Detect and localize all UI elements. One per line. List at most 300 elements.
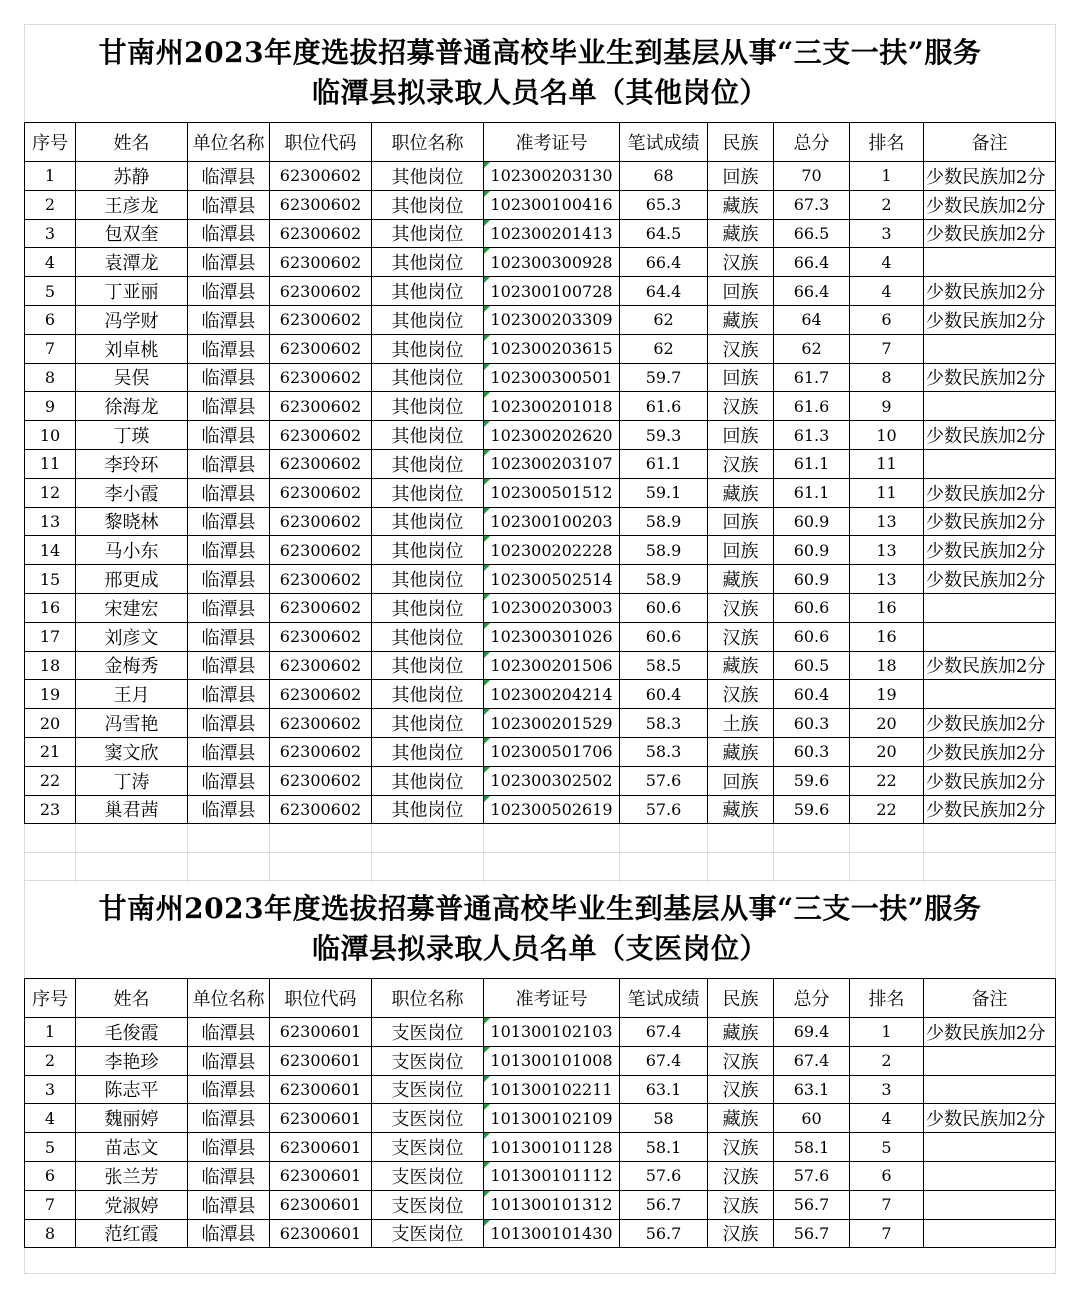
cell-rank: 11 <box>850 449 924 478</box>
cell-ticket: 102300203003 <box>484 593 620 622</box>
header-note: 备注 <box>924 123 1056 162</box>
table-row <box>25 1219 1056 1248</box>
cell-nat: 回族 <box>708 421 774 450</box>
title-line-1: 甘南州2023年度选拔招募普通高校毕业生到基层从事“三支一扶”服务 <box>98 892 982 925</box>
cell-total: 61.3 <box>774 421 850 450</box>
cell-ticket: 102300501706 <box>484 737 620 766</box>
cell-unit: 临潭县 <box>188 565 270 594</box>
cell-unit: 临潭县 <box>188 392 270 421</box>
title-line-1: 甘南州2023年度选拔招募普通高校毕业生到基层从事“三支一扶”服务 <box>98 36 982 69</box>
cell-rank: 5 <box>850 1133 924 1162</box>
cell-ticket: 101300102109 <box>484 1104 620 1133</box>
cell-unit: 临潭县 <box>188 162 270 191</box>
cell-note: 少数民族加2分 <box>924 795 1056 824</box>
cell-total: 60.3 <box>774 737 850 766</box>
cell-name: 刘彦文 <box>76 622 188 651</box>
cell-seq: 7 <box>25 1190 76 1219</box>
cell-seq: 4 <box>25 248 76 277</box>
cell-unit: 临潭县 <box>188 709 270 738</box>
cell-note: 少数民族加2分 <box>924 1018 1056 1047</box>
cell-pos: 支医岗位 <box>372 1075 484 1104</box>
cell-total: 67.3 <box>774 190 850 219</box>
cell-score: 58.9 <box>620 507 708 536</box>
cell-seq: 1 <box>25 162 76 191</box>
cell-pos: 其他岗位 <box>372 363 484 392</box>
cell-rank: 22 <box>850 766 924 795</box>
cell-rank: 6 <box>850 1161 924 1190</box>
section-title <box>24 24 1056 122</box>
cell-name: 徐海龙 <box>76 392 188 421</box>
cell-total: 66.5 <box>774 219 850 248</box>
cell-rank: 7 <box>850 1190 924 1219</box>
cell-rank: 7 <box>850 1219 924 1248</box>
cell-unit: 临潭县 <box>188 421 270 450</box>
cell-note <box>924 1133 1056 1162</box>
header-note: 备注 <box>924 979 1056 1018</box>
cell-nat: 汉族 <box>708 680 774 709</box>
cell-rank: 9 <box>850 392 924 421</box>
table-row <box>25 1133 1056 1162</box>
cell-code: 62300601 <box>270 1190 372 1219</box>
cell-seq: 3 <box>25 1075 76 1104</box>
cell-pos: 其他岗位 <box>372 536 484 565</box>
cell-nat: 汉族 <box>708 449 774 478</box>
cell-nat: 回族 <box>708 162 774 191</box>
cell-unit: 临潭县 <box>188 737 270 766</box>
cell-note: 少数民族加2分 <box>924 421 1056 450</box>
cell-nat: 藏族 <box>708 305 774 334</box>
cell-unit: 临潭县 <box>188 1104 270 1133</box>
cell-name: 王月 <box>76 680 188 709</box>
cell-score: 67.4 <box>620 1046 708 1075</box>
cell-name: 王彦龙 <box>76 190 188 219</box>
cell-name: 马小东 <box>76 536 188 565</box>
cell-pos: 其他岗位 <box>372 219 484 248</box>
cell-ticket: 101300101312 <box>484 1190 620 1219</box>
header-nat: 民族 <box>708 123 774 162</box>
table-row <box>25 507 1056 536</box>
cell-note <box>924 1190 1056 1219</box>
cell-code: 62300602 <box>270 219 372 248</box>
cell-seq: 18 <box>25 651 76 680</box>
cell-unit: 临潭县 <box>188 478 270 507</box>
cell-unit: 临潭县 <box>188 766 270 795</box>
results-table-medical <box>24 978 1056 1248</box>
cell-code: 62300602 <box>270 334 372 363</box>
cell-seq: 23 <box>25 795 76 824</box>
cell-score: 64.4 <box>620 277 708 306</box>
cell-score: 63.1 <box>620 1075 708 1104</box>
cell-name: 陈志平 <box>76 1075 188 1104</box>
header-pos: 职位名称 <box>372 979 484 1018</box>
cell-rank: 7 <box>850 334 924 363</box>
cell-seq: 8 <box>25 1219 76 1248</box>
table-row <box>25 536 1056 565</box>
cell-unit: 临潭县 <box>188 248 270 277</box>
cell-note <box>924 1046 1056 1075</box>
cell-pos: 其他岗位 <box>372 305 484 334</box>
cell-total: 59.6 <box>774 795 850 824</box>
cell-ticket: 102300202228 <box>484 536 620 565</box>
cell-score: 56.7 <box>620 1219 708 1248</box>
cell-score: 58.9 <box>620 565 708 594</box>
cell-seq: 9 <box>25 392 76 421</box>
cell-rank: 11 <box>850 478 924 507</box>
cell-name: 宋建宏 <box>76 593 188 622</box>
cell-ticket: 101300101008 <box>484 1046 620 1075</box>
cell-pos: 其他岗位 <box>372 190 484 219</box>
table-row <box>25 248 1056 277</box>
header-ticket: 准考证号 <box>484 979 620 1018</box>
cell-ticket: 102300502619 <box>484 795 620 824</box>
cell-note: 少数民族加2分 <box>924 565 1056 594</box>
cell-pos: 其他岗位 <box>372 478 484 507</box>
blank-rows <box>24 824 1056 882</box>
cell-ticket: 102300201529 <box>484 709 620 738</box>
cell-code: 62300602 <box>270 766 372 795</box>
cell-score: 58.1 <box>620 1133 708 1162</box>
cell-ticket: 102300301026 <box>484 622 620 651</box>
cell-score: 57.6 <box>620 795 708 824</box>
cell-code: 62300602 <box>270 392 372 421</box>
cell-nat: 藏族 <box>708 478 774 507</box>
cell-score: 60.4 <box>620 680 708 709</box>
cell-total: 69.4 <box>774 1018 850 1047</box>
cell-pos: 其他岗位 <box>372 248 484 277</box>
cell-pos: 其他岗位 <box>372 334 484 363</box>
table-row <box>25 593 1056 622</box>
cell-score: 64.5 <box>620 219 708 248</box>
cell-total: 63.1 <box>774 1075 850 1104</box>
cell-total: 61.6 <box>774 392 850 421</box>
cell-note: 少数民族加2分 <box>924 478 1056 507</box>
table-row <box>25 766 1056 795</box>
cell-code: 62300602 <box>270 248 372 277</box>
header-code: 职位代码 <box>270 979 372 1018</box>
cell-rank: 1 <box>850 1018 924 1047</box>
cell-total: 62 <box>774 334 850 363</box>
cell-note <box>924 1161 1056 1190</box>
cell-pos: 支医岗位 <box>372 1046 484 1075</box>
cell-seq: 12 <box>25 478 76 507</box>
cell-rank: 4 <box>850 248 924 277</box>
cell-seq: 3 <box>25 219 76 248</box>
cell-note <box>924 449 1056 478</box>
cell-score: 62 <box>620 334 708 363</box>
cell-score: 58.9 <box>620 536 708 565</box>
header-name: 姓名 <box>76 979 188 1018</box>
cell-note <box>924 392 1056 421</box>
cell-name: 黎晓林 <box>76 507 188 536</box>
cell-seq: 5 <box>25 277 76 306</box>
cell-note: 少数民族加2分 <box>924 737 1056 766</box>
cell-code: 62300602 <box>270 565 372 594</box>
cell-pos: 其他岗位 <box>372 651 484 680</box>
cell-rank: 4 <box>850 1104 924 1133</box>
header-name: 姓名 <box>76 123 188 162</box>
cell-seq: 21 <box>25 737 76 766</box>
cell-total: 66.4 <box>774 248 850 277</box>
cell-nat: 汉族 <box>708 1219 774 1248</box>
cell-pos: 支医岗位 <box>372 1190 484 1219</box>
cell-unit: 临潭县 <box>188 651 270 680</box>
cell-name: 魏丽婷 <box>76 1104 188 1133</box>
cell-rank: 18 <box>850 651 924 680</box>
cell-name: 丁涛 <box>76 766 188 795</box>
cell-code: 62300601 <box>270 1133 372 1162</box>
header-total: 总分 <box>774 979 850 1018</box>
cell-seq: 2 <box>25 190 76 219</box>
cell-pos: 其他岗位 <box>372 277 484 306</box>
cell-seq: 1 <box>25 1018 76 1047</box>
cell-name: 吴俣 <box>76 363 188 392</box>
cell-pos: 支医岗位 <box>372 1133 484 1162</box>
cell-code: 62300602 <box>270 622 372 651</box>
cell-ticket: 102300203309 <box>484 305 620 334</box>
header-pos: 职位名称 <box>372 123 484 162</box>
cell-ticket: 101300101128 <box>484 1133 620 1162</box>
cell-unit: 临潭县 <box>188 795 270 824</box>
cell-seq: 7 <box>25 334 76 363</box>
cell-total: 56.7 <box>774 1219 850 1248</box>
cell-score: 57.6 <box>620 766 708 795</box>
cell-code: 62300602 <box>270 795 372 824</box>
results-table-other <box>24 122 1056 824</box>
cell-total: 64 <box>774 305 850 334</box>
spreadsheet-sheet <box>24 24 1056 1274</box>
cell-note <box>924 622 1056 651</box>
cell-unit: 临潭县 <box>188 622 270 651</box>
cell-total: 60.3 <box>774 709 850 738</box>
cell-total: 60.9 <box>774 536 850 565</box>
cell-code: 62300602 <box>270 162 372 191</box>
cell-code: 62300602 <box>270 449 372 478</box>
cell-note <box>924 1075 1056 1104</box>
cell-code: 62300602 <box>270 536 372 565</box>
cell-nat: 回族 <box>708 536 774 565</box>
cell-name: 金梅秀 <box>76 651 188 680</box>
cell-note <box>924 334 1056 363</box>
cell-name: 丁瑛 <box>76 421 188 450</box>
cell-code: 62300602 <box>270 680 372 709</box>
cell-nat: 汉族 <box>708 248 774 277</box>
cell-nat: 藏族 <box>708 1104 774 1133</box>
cell-name: 丁亚丽 <box>76 277 188 306</box>
cell-score: 59.1 <box>620 478 708 507</box>
cell-score: 60.6 <box>620 622 708 651</box>
header-unit: 单位名称 <box>188 123 270 162</box>
cell-total: 60 <box>774 1104 850 1133</box>
cell-rank: 3 <box>850 219 924 248</box>
cell-unit: 临潭县 <box>188 190 270 219</box>
cell-code: 62300602 <box>270 651 372 680</box>
cell-total: 61.1 <box>774 449 850 478</box>
cell-rank: 6 <box>850 305 924 334</box>
cell-ticket: 102300502514 <box>484 565 620 594</box>
cell-pos: 其他岗位 <box>372 507 484 536</box>
cell-rank: 13 <box>850 507 924 536</box>
cell-total: 57.6 <box>774 1161 850 1190</box>
table-row <box>25 421 1056 450</box>
cell-total: 60.6 <box>774 593 850 622</box>
table-row <box>25 795 1056 824</box>
cell-name: 毛俊霞 <box>76 1018 188 1047</box>
cell-unit: 临潭县 <box>188 1075 270 1104</box>
cell-score: 66.4 <box>620 248 708 277</box>
cell-ticket: 102300203130 <box>484 162 620 191</box>
section-medical-positions <box>24 880 1056 1248</box>
cell-ticket: 101300101112 <box>484 1161 620 1190</box>
cell-nat: 汉族 <box>708 1075 774 1104</box>
cell-nat: 藏族 <box>708 651 774 680</box>
cell-name: 巢君茜 <box>76 795 188 824</box>
table-row <box>25 334 1056 363</box>
cell-name: 李小霞 <box>76 478 188 507</box>
cell-name: 范红霞 <box>76 1219 188 1248</box>
cell-name: 窦文欣 <box>76 737 188 766</box>
cell-ticket: 102300203107 <box>484 449 620 478</box>
cell-ticket: 102300100728 <box>484 277 620 306</box>
table-header-row <box>25 979 1056 1018</box>
cell-note: 少数民族加2分 <box>924 507 1056 536</box>
cell-total: 67.4 <box>774 1046 850 1075</box>
cell-note: 少数民族加2分 <box>924 277 1056 306</box>
table-row <box>25 478 1056 507</box>
cell-pos: 其他岗位 <box>372 766 484 795</box>
cell-score: 58.3 <box>620 737 708 766</box>
cell-pos: 其他岗位 <box>372 565 484 594</box>
cell-nat: 汉族 <box>708 392 774 421</box>
table-row <box>25 680 1056 709</box>
cell-code: 62300602 <box>270 478 372 507</box>
cell-nat: 回族 <box>708 507 774 536</box>
table-row <box>25 392 1056 421</box>
cell-pos: 其他岗位 <box>372 421 484 450</box>
cell-unit: 临潭县 <box>188 536 270 565</box>
cell-name: 李玲环 <box>76 449 188 478</box>
header-unit: 单位名称 <box>188 979 270 1018</box>
header-rank: 排名 <box>850 123 924 162</box>
cell-pos: 其他岗位 <box>372 392 484 421</box>
cell-ticket: 102300201413 <box>484 219 620 248</box>
cell-seq: 16 <box>25 593 76 622</box>
cell-rank: 2 <box>850 1046 924 1075</box>
cell-pos: 支医岗位 <box>372 1161 484 1190</box>
table-row <box>25 651 1056 680</box>
table-row <box>25 737 1056 766</box>
cell-nat: 藏族 <box>708 190 774 219</box>
cell-nat: 汉族 <box>708 1046 774 1075</box>
cell-code: 62300602 <box>270 421 372 450</box>
cell-name: 党淑婷 <box>76 1190 188 1219</box>
cell-seq: 4 <box>25 1104 76 1133</box>
table-row <box>25 565 1056 594</box>
cell-code: 62300602 <box>270 363 372 392</box>
cell-note: 少数民族加2分 <box>924 305 1056 334</box>
cell-nat: 回族 <box>708 766 774 795</box>
cell-name: 李艳珍 <box>76 1046 188 1075</box>
cell-score: 60.6 <box>620 593 708 622</box>
cell-code: 62300602 <box>270 305 372 334</box>
cell-unit: 临潭县 <box>188 334 270 363</box>
cell-rank: 19 <box>850 680 924 709</box>
cell-rank: 20 <box>850 709 924 738</box>
cell-note: 少数民族加2分 <box>924 651 1056 680</box>
cell-unit: 临潭县 <box>188 219 270 248</box>
cell-name: 苗志文 <box>76 1133 188 1162</box>
header-code: 职位代码 <box>270 123 372 162</box>
cell-ticket: 102300201018 <box>484 392 620 421</box>
cell-unit: 临潭县 <box>188 305 270 334</box>
cell-code: 62300601 <box>270 1018 372 1047</box>
cell-unit: 临潭县 <box>188 1219 270 1248</box>
cell-nat: 土族 <box>708 709 774 738</box>
cell-pos: 支医岗位 <box>372 1104 484 1133</box>
cell-rank: 16 <box>850 622 924 651</box>
cell-pos: 支医岗位 <box>372 1018 484 1047</box>
cell-note: 少数民族加2分 <box>924 363 1056 392</box>
cell-total: 70 <box>774 162 850 191</box>
cell-ticket: 101300102103 <box>484 1018 620 1047</box>
cell-seq: 15 <box>25 565 76 594</box>
cell-pos: 其他岗位 <box>372 795 484 824</box>
title-line-2: 临潭县拟录取人员名单（其他岗位） <box>311 76 768 109</box>
cell-score: 68 <box>620 162 708 191</box>
table-row <box>25 162 1056 191</box>
cell-pos: 其他岗位 <box>372 709 484 738</box>
cell-seq: 19 <box>25 680 76 709</box>
cell-rank: 3 <box>850 1075 924 1104</box>
cell-name: 袁潭龙 <box>76 248 188 277</box>
cell-score: 58 <box>620 1104 708 1133</box>
cell-total: 56.7 <box>774 1190 850 1219</box>
cell-code: 62300601 <box>270 1075 372 1104</box>
table-row <box>25 1018 1056 1047</box>
cell-pos: 其他岗位 <box>372 680 484 709</box>
table-header-row <box>25 123 1056 162</box>
cell-name: 邢更成 <box>76 565 188 594</box>
cell-unit: 临潭县 <box>188 1190 270 1219</box>
cell-score: 61.1 <box>620 449 708 478</box>
cell-seq: 10 <box>25 421 76 450</box>
cell-seq: 22 <box>25 766 76 795</box>
cell-score: 56.7 <box>620 1190 708 1219</box>
cell-rank: 10 <box>850 421 924 450</box>
cell-ticket: 101300102211 <box>484 1075 620 1104</box>
cell-nat: 汉族 <box>708 1133 774 1162</box>
cell-score: 61.6 <box>620 392 708 421</box>
cell-rank: 13 <box>850 565 924 594</box>
cell-note <box>924 1219 1056 1248</box>
cell-unit: 临潭县 <box>188 449 270 478</box>
cell-nat: 汉族 <box>708 1190 774 1219</box>
cell-note: 少数民族加2分 <box>924 709 1056 738</box>
table-row <box>25 622 1056 651</box>
cell-note: 少数民族加2分 <box>924 766 1056 795</box>
cell-total: 61.1 <box>774 478 850 507</box>
cell-pos: 其他岗位 <box>372 622 484 651</box>
cell-unit: 临潭县 <box>188 593 270 622</box>
cell-nat: 藏族 <box>708 737 774 766</box>
cell-total: 60.5 <box>774 651 850 680</box>
cell-rank: 8 <box>850 363 924 392</box>
header-nat: 民族 <box>708 979 774 1018</box>
cell-rank: 4 <box>850 277 924 306</box>
cell-unit: 临潭县 <box>188 680 270 709</box>
cell-unit: 临潭县 <box>188 277 270 306</box>
cell-note: 少数民族加2分 <box>924 536 1056 565</box>
cell-name: 苏静 <box>76 162 188 191</box>
